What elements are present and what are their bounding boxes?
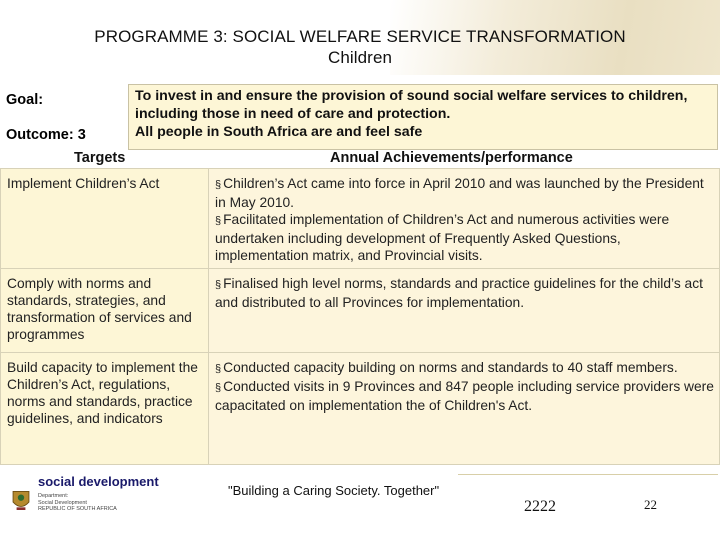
logo-name: social development	[38, 474, 159, 489]
achievement-item: § Finalised high level norms, standards and practice guidelines for the child’s act and distributed to all Provinces for implementation.	[215, 275, 714, 311]
table-row	[1, 353, 720, 465]
coat-of-arms-icon	[6, 470, 36, 520]
goal-text: To invest in and ensure the provision of sound social welfare services to children, including those in need of care and protection.	[135, 88, 688, 122]
title-line-1: PROGRAMME 3: SOCIAL WELFARE SERVICE TRANSFORMATION	[94, 27, 626, 46]
logo-sub-line: Department:	[38, 493, 69, 499]
targets-table	[0, 168, 720, 465]
achievement-item: § Facilitated implementation of Children’s Act and numerous activities were undertaken including development of Frequently Asked Questions, implementation matrix, and Provincial visits.	[215, 211, 714, 264]
page-title	[0, 26, 720, 68]
achievement-item: § Conducted capacity building on norms and standards to 40 staff members.	[215, 359, 714, 378]
outcome-label: Outcome: 3	[6, 127, 86, 143]
achievement-cell	[209, 269, 720, 353]
goal-label: Goal:	[6, 92, 44, 108]
achievements-header: Annual Achievements/performance	[330, 150, 573, 166]
achievement-cell	[209, 353, 720, 465]
target-cell: Implement Children’s Act	[1, 169, 209, 269]
logo-sub-line: Social Development	[38, 499, 87, 506]
table-row	[1, 269, 720, 353]
goal-outcome-box	[128, 84, 718, 150]
logo-subtext	[38, 493, 117, 513]
title-line-2: Children	[327, 48, 393, 67]
logo-sub-line: REPUBLIC OF SOUTH AFRICA	[38, 506, 117, 512]
slogan: "Building a Caring Society. Together"	[228, 483, 440, 498]
table-row	[1, 169, 720, 269]
outcome-text: All people in South Africa are and feel safe	[135, 124, 423, 140]
footer-divider	[458, 474, 718, 475]
achievement-item: § Children’s Act came into force in April 2010 and was launched by the President in May 2010.	[215, 175, 714, 211]
target-cell: Comply with norms and standards, strategies, and transformation of services and programmes	[1, 269, 209, 353]
achievement-cell	[209, 169, 720, 269]
targets-header: Targets	[74, 150, 126, 166]
target-cell: Build capacity to implement the Children’s Act, regulations, norms and standards, practice guidelines, and indicators	[1, 353, 209, 465]
slide-number-b: 22	[644, 497, 657, 512]
achievement-item: § Conducted visits in 9 Provinces and 847 people including service providers were capacitated on implementation the of Children's Act.	[215, 378, 714, 414]
slide-number-a: 2222	[524, 498, 556, 515]
